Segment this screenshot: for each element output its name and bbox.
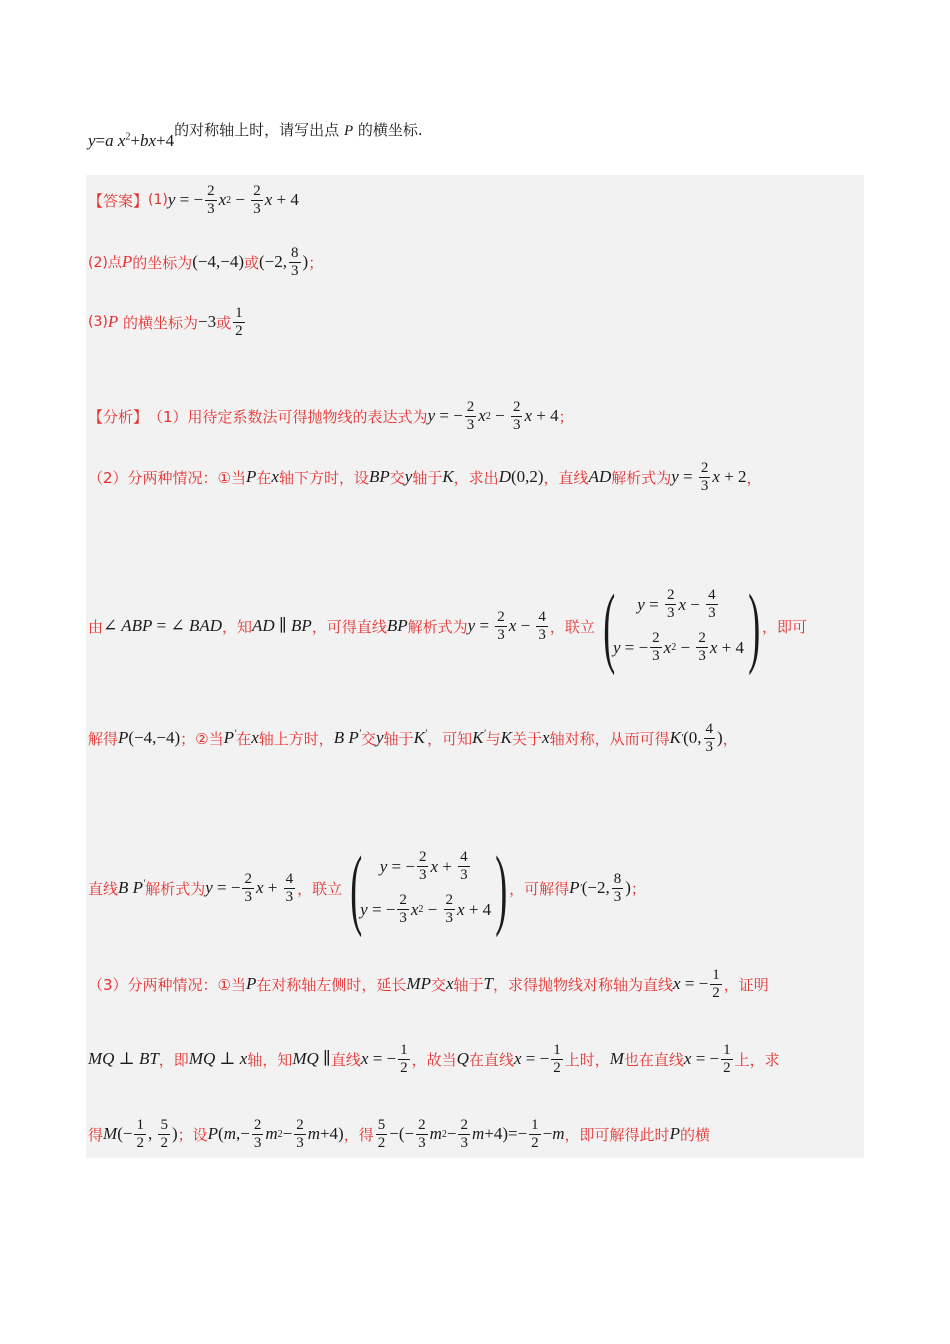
- answer-line-3: (3) P 的横坐标为 −3 或 $\frac{1}{2}$: [88, 304, 243, 339]
- analysis-line-7: MQ ⊥ BT ，即 MQ ⊥ x 轴，知 MQ ∥ 直线 x = − $\frac{1}{2}$ ，故当 Q 在直线 x = − $\frac{1}{2}$ 上时， M 也在直线 x = − $\frac{1}{2}$ 上，求: [88, 1041, 780, 1076]
- intro-line: [88, 120, 423, 154]
- analysis-line-6: （3）分两种情况：①当 P 在对称轴左侧时，延长 MP 交 x 轴于 T ，求得抛物线对称轴为直线 x = − $\frac{1}{2}$ ，证明: [88, 966, 769, 1001]
- analysis-line-2: （2）分两种情况：①当 P 在 x 轴下方时，设 BP 交 y 轴于 K ，求出 D (0,2) ，直线 AD 解析式为 y = $\frac{2}{3}$ x + 2 ，: [88, 459, 762, 494]
- answer-part3-prefix: (3): [88, 314, 108, 330]
- system-2: ( y = − $\frac{2}{3}$ x + $\frac{4}{3}$ y = − $\frac{2}{3}$ x 2 − $\frac{2}{3}$ x + 4 ): [350, 838, 508, 938]
- analysis-line-5: 直线 B P′ 解析式为 y = − $\frac{2}{3}$ x + $\frac{4}{3}$ ，联立 ( y = − $\frac{2}{3}$ x + $\frac{4}{3}$ y = − $\frac{2}{3}$ x 2 − $\frac{2}{3}$ x + 4 ) ，可解得 P ′ (−2, $\frac{8}{3}$ ) ；: [88, 838, 646, 938]
- analysis-line-8: 得 M (− $\frac{1}{2}$ , $\frac{5}{2}$ ) ；设 P ( m ,− $\frac{2}{3}$ m 2 − $\frac{2}{3}$ m +4) ，得 $\frac{5}{2}$ −(− $\frac{2}{3}$ m 2 − $\frac{2}{3}$ m +4)=− $\frac{1}{2}$ − m ，即可解得此时 P 的横: [88, 1116, 710, 1151]
- answer-part2-prefix: (2)点: [88, 255, 122, 271]
- analysis-label: 【分析】: [88, 407, 149, 426]
- analysis-line-3: 由 ∠ ABP = ∠ BAD ，知 AD ∥ BP ，可得直线 BP 解析式为 y = $\frac{2}{3}$ x − $\frac{4}{3}$ ，联立 ( y = $\frac{2}{3}$ x − $\frac{4}{3}$ y = − $\frac{2}{3}$ x 2 − $\frac{2}{3}$ x + 4 ) ，即可: [88, 576, 807, 676]
- intro-text: 的对称轴上时，请写出点 P 的横坐标.: [174, 120, 423, 139]
- analysis-line-4: 解得 P (−4,−4) ；②当 P′ 在 x 轴上方时， B P′ 交 y 轴于 K′ ，可知 K′ 与 K 关于 x 轴对称，从而可得 K ′ (0, $\frac{4}{3}$ ) ，: [88, 720, 738, 755]
- analysis-line-1: 【分析】 （1）用待定系数法可得抛物线的表达式为 y = − $\frac{2}{3}$ x 2 − $\frac{2}{3}$ x + 4 ；: [88, 398, 574, 433]
- intro-formula: y=a $x^2+bx+4$: [88, 131, 175, 150]
- answer-line-1: [88, 178, 299, 222]
- answer-label: 【答案】: [88, 191, 149, 210]
- answer-line-2: (2)点 P 的坐标为 (−4,−4) 或 (−2, $\frac{8}{3}$ ) ；: [88, 244, 324, 279]
- system-1: ( y = $\frac{2}{3}$ x − $\frac{4}{3}$ y = − $\frac{2}{3}$ x 2 − $\frac{2}{3}$ x + 4 ): [603, 576, 761, 676]
- answer-part1-prefix: (1): [148, 192, 168, 208]
- answer-part1-eq: y = − $\frac{2}{3}$ x 2 − $\frac{2}{3}$ x + 4: [167, 182, 299, 217]
